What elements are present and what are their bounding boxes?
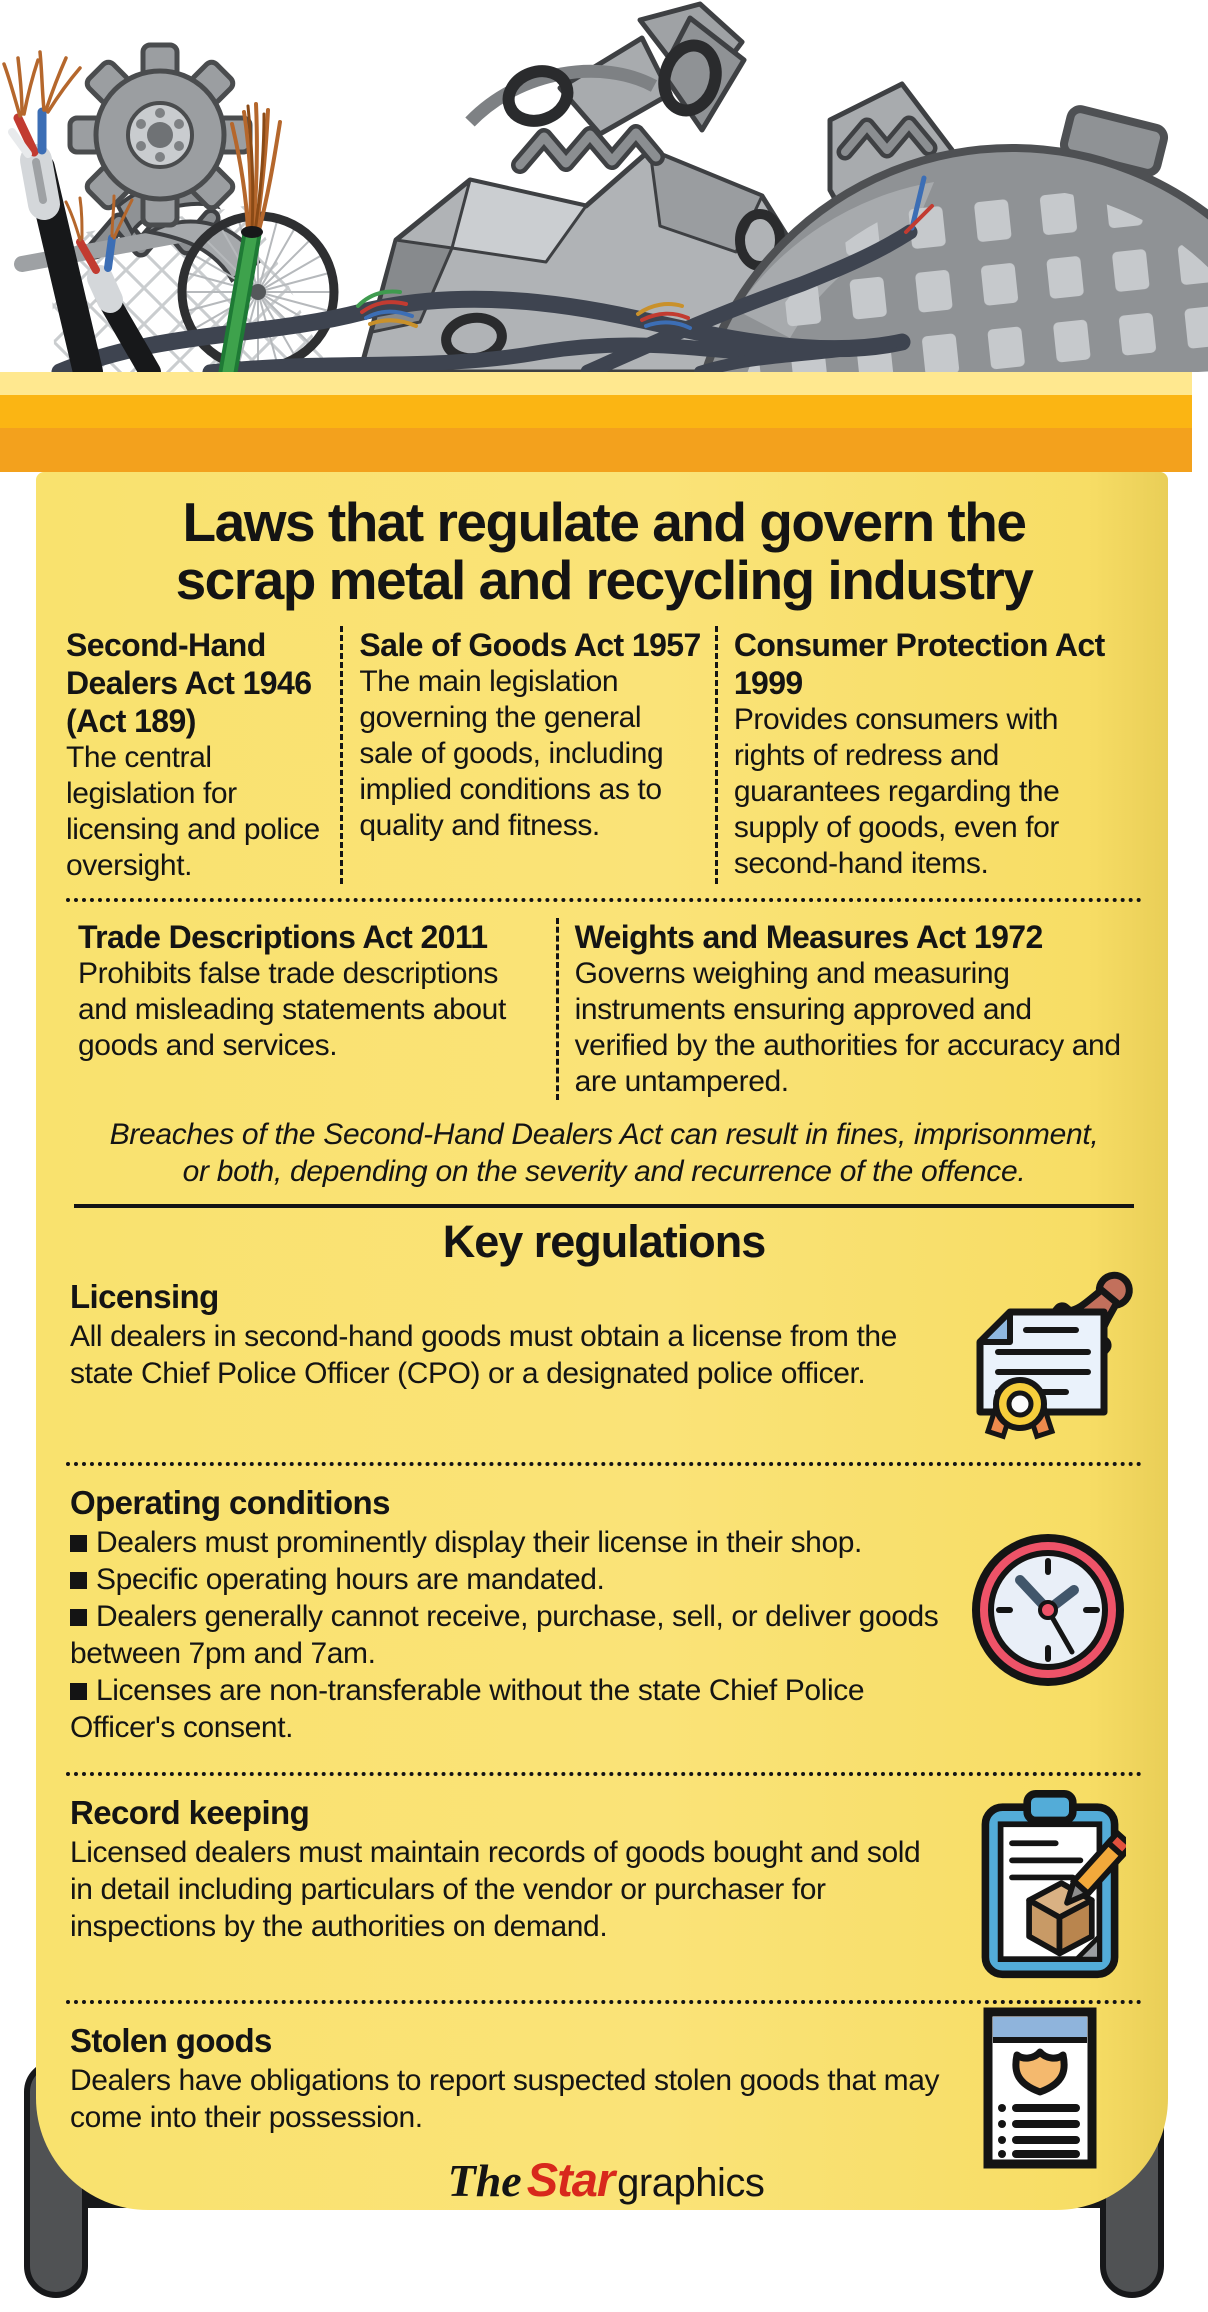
dotted-divider (66, 898, 1142, 902)
laws-row-2 (66, 918, 1142, 1100)
law-heading: Weights and Measures Act 1972 (574, 918, 1043, 955)
section-body: Dealers have obligations to report suspected stolen goods that may come into their possession. (70, 2063, 940, 2134)
icon-wrap (968, 1530, 1128, 1695)
law-second-hand-dealers-act (66, 626, 340, 884)
section-heading: Licensing (70, 1277, 219, 1315)
section-stolen-goods (66, 2014, 1142, 2211)
law-heading: Second-Hand Dealers Act 1946 (Act 189) (66, 626, 312, 739)
title-line-1: Laws that regulate and govern the (182, 491, 1026, 553)
law-body: The central legislation for licensing and police oversight. (66, 740, 320, 882)
clipboard-icon (974, 1788, 1126, 1984)
law-consumer-protection-act (715, 626, 1142, 884)
content (36, 472, 1168, 2210)
section-heading: Record keeping (70, 1793, 310, 1831)
bullet-text: Specific operating hours are mandated. (96, 1562, 605, 1596)
section-licensing (66, 1270, 1142, 1448)
police-badge-document-icon (980, 2004, 1100, 2172)
logo-graphics: graphics (617, 2160, 765, 2205)
bullet-square-icon (70, 1609, 87, 1626)
bin-body (36, 472, 1168, 2210)
icon-wrap (974, 1788, 1126, 1989)
breach-note: Breaches of the Second-Hand Dealers Act can result in fines, imprisonment, or both, depending on the severity and recurrence of the offence. (109, 1117, 1099, 1188)
solid-divider (74, 1204, 1134, 1208)
icon-wrap (964, 1266, 1140, 1447)
scrap-metal-illustration (0, 0, 1208, 372)
icon-wrap (980, 2004, 1100, 2177)
bullet-square-icon (70, 1535, 87, 1552)
bullet-text: Licenses are non-transferable without the state Chief Police Officer's consent. (70, 1673, 865, 1744)
law-heading: Sale of Goods Act 1957 (359, 626, 701, 663)
section-record-keeping (66, 1786, 1142, 1986)
law-sale-of-goods-act (340, 626, 714, 884)
section-operating-conditions (66, 1476, 1142, 1758)
law-body: The main legislation governing the general sale of goods, including implied conditions as to quality and fitness. (359, 664, 664, 842)
section-body: All dealers in second-hand goods must obtain a license from the state Chief Police Officer (CPO) or a designated police officer. (70, 1319, 897, 1390)
logo-star: Star (526, 2152, 615, 2206)
bullet-text: Dealers generally cannot receive, purchase, sell, or deliver goods between 7pm and 7am. (70, 1599, 939, 1670)
bullet-square-icon (70, 1572, 87, 1589)
law-heading: Trade Descriptions Act 2011 (78, 918, 488, 955)
law-body: Governs weighing and measuring instruments ensuring approved and verified by the authorities for accuracy and are untampered. (574, 956, 1121, 1098)
logo-the: The (447, 2154, 522, 2206)
lid-band-orange (0, 428, 1192, 472)
bullet-item (70, 1598, 950, 1672)
bullet-square-icon (70, 1683, 87, 1700)
clock-icon (968, 1530, 1128, 1690)
laws-row-1 (66, 626, 1142, 884)
section-heading: Operating conditions (70, 1483, 390, 1521)
law-body: Prohibits false trade descriptions and misleading statements about goods and services. (78, 956, 506, 1062)
key-regulations-title: Key regulations (442, 1215, 766, 1267)
section-heading: Stolen goods (70, 2021, 272, 2059)
law-heading: Consumer Protection Act 1999 (733, 626, 1105, 701)
certificate-stamp-icon (964, 1266, 1140, 1442)
law-body: Provides consumers with rights of redress and guarantees regarding the supply of goods, even for second-hand items. (733, 702, 1060, 880)
lid-band-gold (0, 395, 1192, 428)
section-body: Licensed dealers must maintain records of goods bought and sold in detail including particulars of the vendor or purchaser for inspections by the authorities on demand. (70, 1835, 921, 1943)
page-title (66, 491, 1142, 611)
dotted-divider (66, 1462, 1142, 1466)
law-trade-descriptions-act (66, 918, 556, 1100)
bullet-item (70, 1672, 930, 1746)
lid-band-light (0, 372, 1192, 395)
dotted-divider (66, 1772, 1142, 1776)
gear-icon (70, 45, 250, 225)
law-weights-measures-act (556, 918, 1142, 1100)
title-line-2: scrap metal and recycling industry (175, 548, 1033, 611)
bullet-text: Dealers must prominently display their license in their shop. (96, 1525, 862, 1559)
